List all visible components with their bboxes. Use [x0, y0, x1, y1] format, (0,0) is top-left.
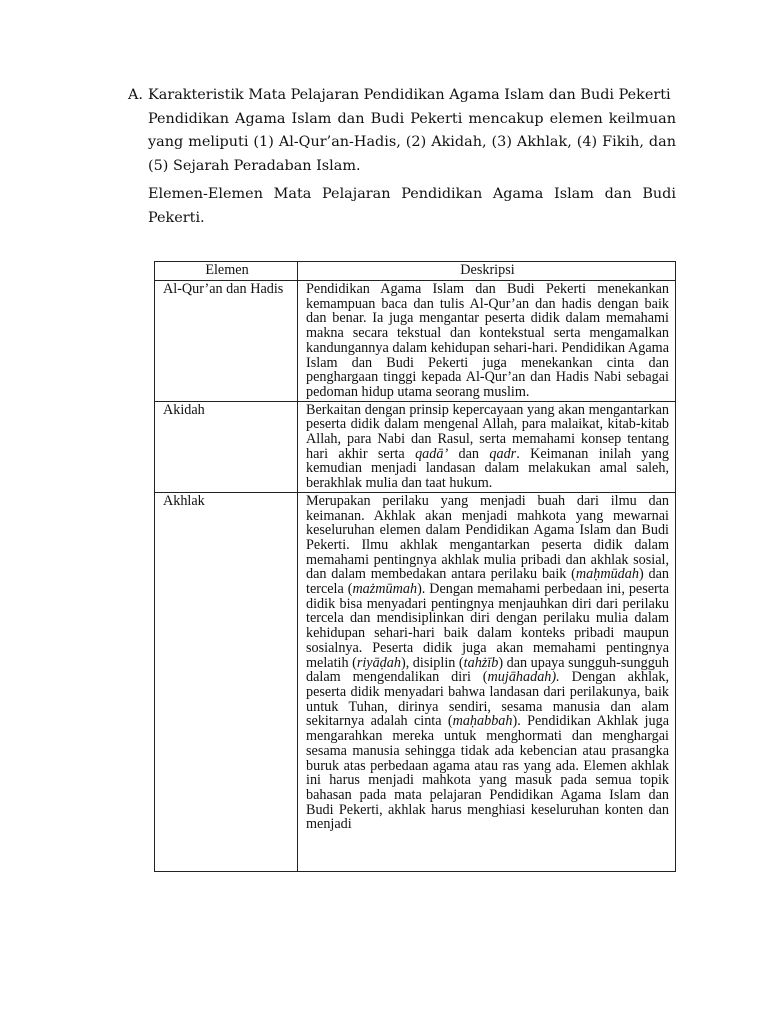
italic-term: qadr: [489, 445, 517, 462]
section-title: Karakteristik Mata Pelajaran Pendidikan Agama Islam dan Budi Pekerti: [148, 87, 671, 103]
elemen-cell: Al-Qur’an dan Hadis: [155, 281, 298, 402]
italic-term: mujāhadah).: [487, 669, 560, 686]
table-header-row: [155, 262, 676, 281]
text-run: ) dan tercela (: [306, 566, 669, 598]
section-marker: A.: [128, 87, 143, 103]
intro-paragraph: Pendidikan Agama Islam dan Budi Pekerti mencakup elemen keilmuan yang meliputi (1) Al-Qur’an-Hadis, (2) Akidah, (3) Akhlak, (4) Fikih, dan (5) Sejarah Peradaban Islam.: [148, 110, 676, 174]
italic-term: maḥmūdah: [575, 566, 639, 583]
table-caption: Elemen-Elemen Mata Pelajaran Pendidikan Agama Islam dan Budi Pekerti.: [148, 186, 676, 226]
text-run: Berkaitan dengan prinsip kepercayaan yang akan mengantarkan peserta didik dalam mengenal Allah, para malaikat, kitab-kitab Allah, para Nabi dan Rasul, serta memahami konsep tentang hari akhir serta: [306, 401, 669, 462]
text-run: ) dan upaya sungguh-sungguh dalam mengendalikan diri (: [306, 654, 669, 686]
header-elemen: Elemen: [155, 262, 298, 281]
table-row: [155, 401, 676, 492]
elemen-cell: Akidah: [155, 401, 298, 492]
text-run: Merupakan perilaku yang menjadi buah dari ilmu dan keimanan. Akhlak akan menjadi mahkota yang mewarnai keseluruhan elemen dalam Pendidikan Agama Islam dan Budi Pekerti. Ilmu akhlak mengantarkan peserta didik dalam memahami pentingnya akhlak mulia pribadi dan akhlak sosial, dan dalam membedakan antara perilaku baik (: [306, 492, 669, 583]
text-run: Dengan akhlak, peserta didik menyadari bahwa landasan dari perilakunya, baik untuk Tuhan, dirinya sendiri, sesama manusia dan alam sekitarnya adalah cinta (: [306, 669, 669, 730]
elements-table: [154, 261, 676, 872]
table-row: [155, 492, 676, 871]
text-run: . Keimanan inilah yang kemudian menjadi landasan dalam melakukan amal saleh, berakhlak mulia dan taat hukum.: [306, 445, 669, 492]
table-row: [155, 281, 676, 402]
italic-term: tahżīb: [463, 654, 499, 671]
text-run: ). Dengan memahami perbedaan ini, peserta didik bisa menyadari pentingnya menjauhkan diri dari perilaku tercela dan mendisiplinkan diri dengan perilaku mulia dalam kehidupan sehari-hari baik dalam konteks pribadi maupun sosialnya. Peserta didik juga akan memahami pentingnya melatih (: [306, 581, 669, 671]
section-a: [128, 84, 676, 230]
deskripsi-cell: [298, 401, 676, 492]
text-run: ), disiplin (: [400, 654, 464, 671]
italic-term: mażmūmah: [352, 581, 418, 598]
elemen-cell: Akhlak: [155, 492, 298, 871]
header-deskripsi: Deskripsi: [298, 262, 676, 281]
italic-term: riyāḍah: [356, 654, 401, 671]
deskripsi-cell: Pendidikan Agama Islam dan Budi Pekerti menekankan kemampuan baca dan tulis Al-Qur’an dan hadis dengan baik dan benar. Ia juga mengantar peserta didik dalam memahami makna secara tekstual dan kontekstual serta mengamalkan kandungannya dalam kehidupan sehari-hari. Pendidikan Agama Islam dan Budi Pekerti juga menekankan cinta dan penghargaan tinggi kepada Al-Qur’an dan Hadis Nabi sebagai pedoman hidup utama seorang muslim.: [298, 281, 676, 402]
italic-term: qadā’: [415, 445, 449, 462]
text-run: dan: [448, 445, 490, 462]
deskripsi-cell: [298, 492, 676, 871]
italic-term: maḥabbah: [452, 713, 513, 730]
section-heading: [128, 84, 676, 108]
text-run: ). Pendidikan Akhlak juga mengarahkan mereka untuk menghormati dan menghargai sesama manusia sehingga tidak ada kebencian atau prasangka buruk atas perbedaan agama atau ras yang ada. Elemen akhlak ini harus menjadi mahkota yang masuk pada semua topik bahasan pada mata pelajaran Pendidikan Agama Islam dan Budi Pekerti, akhlak harus menghiasi keseluruhan konten dan menjadi: [306, 713, 669, 833]
